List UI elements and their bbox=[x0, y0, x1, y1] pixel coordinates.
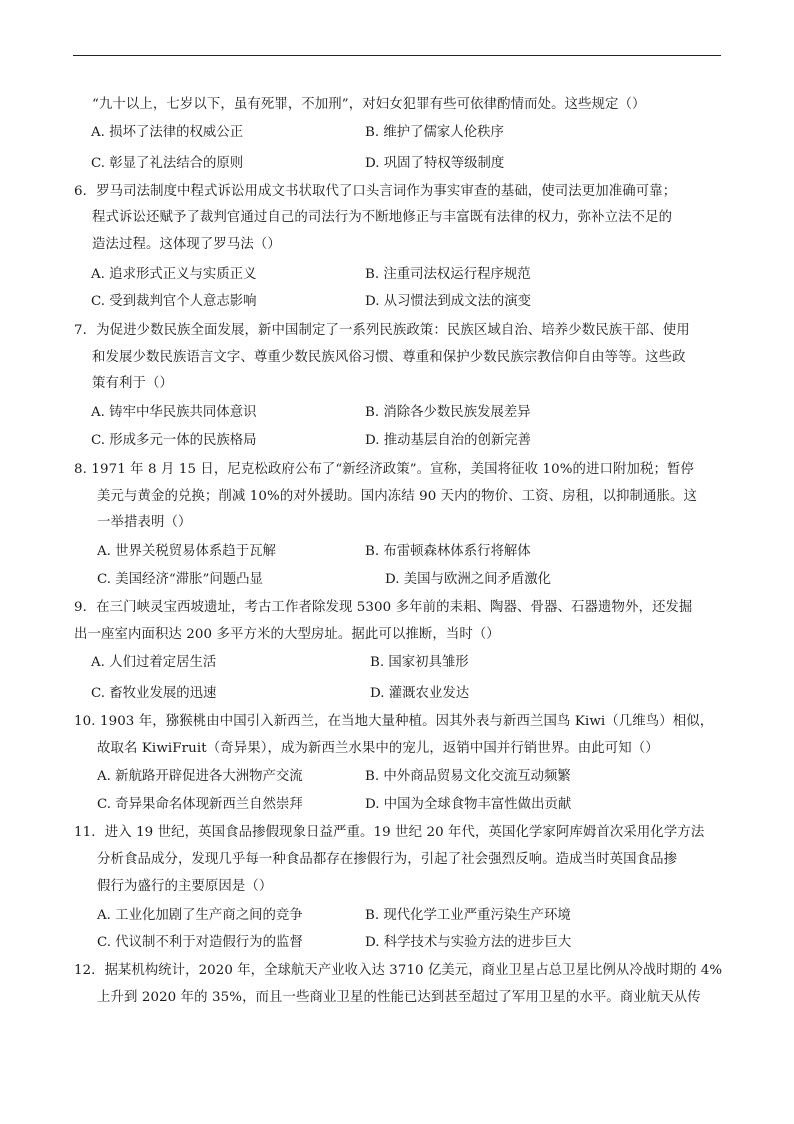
q8-option-a: A. 世界关税贸易体系趋于瓦解 bbox=[97, 544, 276, 559]
q11-option-c: C. 代议制不利于对造假行为的监督 bbox=[97, 935, 303, 950]
q5-option-a: A. 损坏了法律的权威公正 bbox=[91, 125, 244, 140]
q7-option-b: B. 消除各少数民族发展差异 bbox=[365, 405, 531, 420]
q5-stem-line-1: “九十以上，七岁以下，虽有死罪，不加刑”，对妇女犯罪有些可依律酌情而处。这些规定（） bbox=[92, 97, 646, 112]
q10-stem-line-2: 故取名 KiwiFruit（奇异果），成为新西兰水果中的宠儿，返销中国并行销世界。由此可知（） bbox=[97, 741, 659, 756]
q9-stem-line-1: 9．在三门峡灵宝西坡遗址，考古工作者除发现 5300 多年前的耒耜、陶器、骨器、石器遗物外，还发掘 bbox=[74, 600, 693, 615]
q8-option-b: B. 布雷顿森林体系行将解体 bbox=[365, 544, 531, 559]
q9-option-a: A. 人们过着定居生活 bbox=[91, 655, 217, 670]
q8-option-d: D. 美国与欧洲之间矛盾激化 bbox=[385, 572, 552, 587]
q11-option-d: D. 科学技术与实验方法的进步巨大 bbox=[365, 935, 572, 950]
q8-stem-line-1: 8. 1971 年 8 月 15 日，尼克松政府公布了“新经济政策”。宣称，美国将征收 10%的进口附加税；暂停 bbox=[74, 462, 694, 477]
q7-option-c: C. 形成多元一体的民族格局 bbox=[91, 433, 257, 448]
q6-option-d: D. 从习惯法到成文法的演变 bbox=[365, 294, 532, 309]
q7-option-a: A. 铸牢中华民族共同体意识 bbox=[91, 405, 257, 420]
q6-stem-line-1: 6．罗马司法制度中程式诉讼用成文书状取代了口头言词作为事实审查的基础，使司法更加准确可靠； bbox=[74, 184, 677, 199]
q10-option-c: C. 奇异果命名体现新西兰自然崇拜 bbox=[97, 797, 303, 812]
q11-option-b: B. 现代化学工业严重污染生产环境 bbox=[365, 908, 571, 923]
q6-option-c: C. 受到裁判官个人意志影响 bbox=[91, 294, 257, 309]
q10-stem-line-1: 10. 1903 年，猕猴桃由中国引入新西兰，在当地大量种植。因其外表与新西兰国鸟 Kiwi（几维鸟）相似， bbox=[74, 714, 714, 729]
q7-stem-line-1: 7．为促进少数民族全面发展，新中国制定了一系列民族政策：民族区域自治、培养少数民族干部、使用 bbox=[74, 323, 690, 338]
q6-stem-line-2: 程式诉讼还赋予了裁判官通过自己的司法行为不断地修正与丰富既有法律的权力，弥补立法不足的 bbox=[92, 210, 673, 225]
q12-stem-line-2: 上升到 2020 年的 35%，而且一些商业卫星的性能已达到甚至超过了军用卫星的水平。商业航天从传 bbox=[97, 990, 701, 1005]
q9-option-c: C. 畜牧业发展的迅速 bbox=[91, 686, 217, 701]
q11-stem-line-3: 假行为盛行的主要原因是（） bbox=[97, 879, 273, 894]
q10-option-d: D. 中国为全球食物丰富性做出贡献 bbox=[365, 797, 572, 812]
q8-stem-line-2: 美元与黄金的兑换；削减 10%的对外援助。国内冻结 90 天内的物价、工资、房租，以抑制通胀。这 bbox=[97, 489, 697, 504]
q7-stem-line-2: 和发展少数民族语言文字、尊重少数民族风俗习惯、尊重和保护少数民族宗教信仰自由等等。这些政 bbox=[92, 350, 686, 365]
q10-option-a: A. 新航路开辟促进各大洲物产交流 bbox=[97, 769, 303, 784]
q5-option-c: C. 彰显了礼法结合的原则 bbox=[91, 156, 244, 171]
q10-option-b: B. 中外商品贸易文化交流互动频繁 bbox=[365, 769, 571, 784]
q8-option-c: C. 美国经济“滞胀”问题凸显 bbox=[97, 572, 263, 587]
q6-option-b: B. 注重司法权运行程序规范 bbox=[365, 267, 531, 282]
q9-option-d: D. 灌溉农业发达 bbox=[370, 686, 470, 701]
q5-option-b: B. 维护了儒家人伦秩序 bbox=[365, 125, 504, 140]
q11-stem-line-2: 分析食品成分，发现几乎每一种食品都存在掺假行为，引起了社会强烈反响。造成当时英国食品掺 bbox=[97, 852, 678, 867]
q7-option-d: D. 推动基层自治的创新完善 bbox=[365, 433, 532, 448]
q9-stem-line-2: 出一座室内面积达 200 多平方米的大型房址。据此可以推断，当时（） bbox=[74, 627, 500, 642]
q6-stem-line-3: 造法过程。这体现了罗马法（） bbox=[92, 237, 281, 252]
q5-option-d: D. 巩固了特权等级制度 bbox=[365, 156, 505, 171]
q12-stem-line-1: 12．据某机构统计，2020 年，全球航天产业收入达 3710 亿美元，商业卫星占总卫星比例从冷战时期的 4% bbox=[74, 963, 723, 978]
q8-stem-line-3: 一举措表明（） bbox=[97, 515, 192, 530]
q11-stem-line-1: 11．进入 19 世纪，英国食品掺假现象日益严重。19 世纪 20 年代，英国化学家阿库姆首次采用化学方法 bbox=[74, 825, 705, 840]
q11-option-a: A. 工业化加剧了生产商之间的竞争 bbox=[97, 908, 303, 923]
q9-option-b: B. 国家初具雏形 bbox=[370, 655, 469, 670]
q7-stem-line-3: 策有利于（） bbox=[92, 376, 173, 391]
q6-option-a: A. 追求形式正义与实质正义 bbox=[91, 267, 257, 282]
